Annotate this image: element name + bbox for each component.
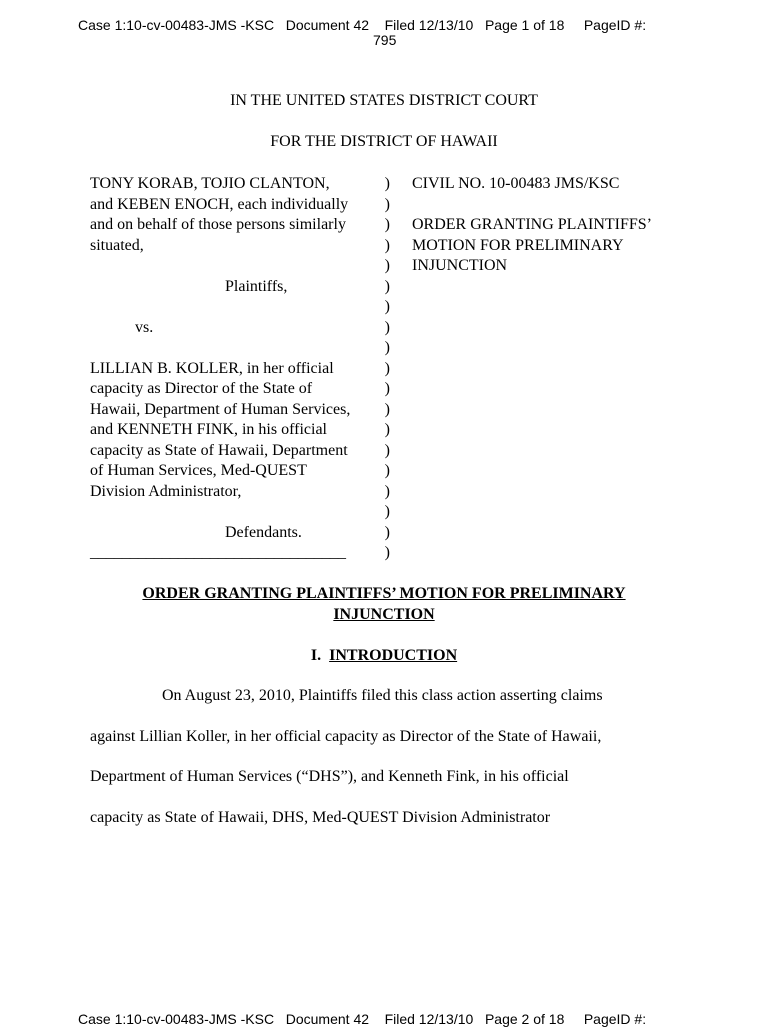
caption-paren: ): [384, 462, 390, 479]
civil-number: CIVIL NO. 10-00483 JMS/KSC: [412, 175, 620, 192]
caption-line: [90, 256, 375, 277]
caption-paren: ): [384, 421, 390, 438]
caption-paren: ): [384, 359, 390, 377]
caption-paren: ): [384, 380, 390, 397]
caption-line: and KEBEN ENOCH, each individually: [90, 195, 349, 213]
caption-line: [90, 502, 375, 523]
order-title-line: INJUNCTION: [333, 605, 435, 623]
caption-paren: ): [384, 400, 390, 418]
caption-paren: ): [384, 257, 390, 274]
caption-paren: ): [384, 544, 390, 561]
next-page-filing-header: Case 1:10-cv-00483-JMS -KSC Document 42 Filed 12/13/10 Page 2 of 18 PageID #:: [78, 1011, 647, 1027]
caption-paren: ): [384, 216, 390, 233]
caption-right-line: [412, 195, 712, 216]
body-line: On August 23, 2010, Plaintiffs filed this class action asserting claims: [90, 687, 603, 704]
caption-line: and on behalf of those persons similarly: [90, 216, 346, 233]
caption-paren: ): [384, 503, 390, 520]
caption-line: [90, 297, 375, 318]
caption-line: capacity as State of Hawaii, Department: [90, 441, 348, 459]
caption-paren: ): [384, 236, 390, 254]
caption-case-info: [412, 174, 712, 277]
caption-line: Hawaii, Department of Human Services,: [90, 400, 351, 418]
caption-paren: ): [384, 441, 390, 459]
caption-line: and KENNETH FINK, in his official: [90, 421, 327, 438]
caption-line: capacity as Director of the State of: [90, 380, 313, 397]
body-line: Department of Human Services (“DHS”), and Kenneth Fink, in his official: [90, 768, 569, 785]
caption-line: of Human Services, Med-QUEST: [90, 462, 307, 479]
caption-paren: ): [384, 482, 390, 500]
caption-paren: ): [384, 523, 390, 541]
caption-vs-label: vs.: [135, 318, 154, 336]
caption-paren: ): [384, 195, 390, 213]
caption-paren: ): [384, 277, 390, 295]
order-title-line: ORDER GRANTING PLAINTIFFS’ MOTION FOR PRELIMINARY: [142, 585, 626, 602]
document-title-line: ORDER GRANTING PLAINTIFFS’: [412, 216, 653, 233]
caption-line: TONY KORAB, TOJIO CLANTON,: [90, 175, 330, 192]
section-title: INTRODUCTION: [329, 647, 458, 664]
section-number: I.: [310, 647, 322, 664]
caption-paren: ): [384, 339, 390, 356]
caption-paren-column: [374, 174, 390, 564]
caption-line: LILLIAN B. KOLLER, in her official: [90, 359, 334, 377]
filing-header-line: Case 1:10-cv-00483-JMS -KSC Document 42 Filed 12/13/10 Page 1 of 18 PageID #:: [78, 17, 647, 33]
body-line: against Lillian Koller, in her official capacity as Director of the State of Hawaii,: [90, 728, 602, 745]
court-district: FOR THE DISTRICT OF HAWAII: [270, 133, 498, 150]
document-title-line: MOTION FOR PRELIMINARY: [412, 236, 624, 254]
caption-line: Division Administrator,: [90, 482, 242, 500]
caption-line: [90, 338, 375, 359]
caption-parties: [90, 174, 375, 564]
caption-defendants-label: Defendants.: [225, 523, 302, 541]
caption-paren: ): [384, 298, 390, 315]
caption-paren: ): [384, 175, 390, 192]
section-heading: [0, 646, 768, 667]
filing-header-pageid: 795: [373, 32, 397, 48]
court-name: IN THE UNITED STATES DISTRICT COURT: [230, 92, 538, 109]
caption-line: situated,: [90, 236, 144, 254]
body-line: capacity as State of Hawaii, DHS, Med-QUEST Division Administrator: [90, 809, 551, 826]
caption-paren: ): [384, 318, 390, 336]
filing-header: [0, 18, 768, 63]
caption-signature-rule: ________________________________: [90, 544, 346, 561]
order-title: [0, 584, 768, 625]
caption-plaintiffs-label: Plaintiffs,: [225, 277, 288, 295]
document-title-line: INJUNCTION: [412, 257, 508, 274]
